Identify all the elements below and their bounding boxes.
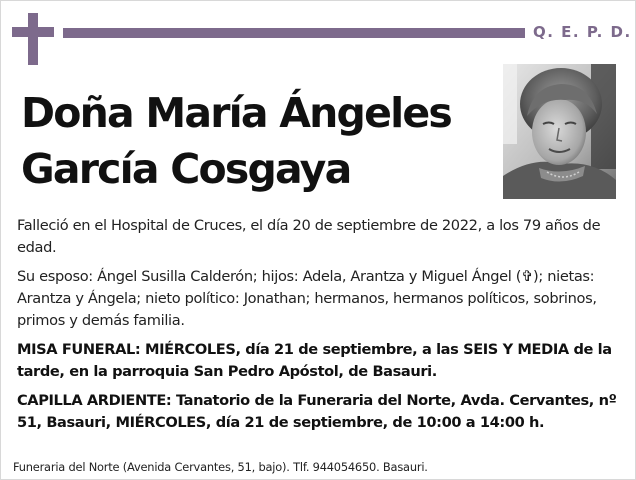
family-paragraph xyxy=(17,266,623,332)
portrait-photo xyxy=(503,64,616,199)
deceased-name-line2: García Cosgaya xyxy=(21,145,351,193)
deceased-name-line1: Doña María Ángeles xyxy=(21,89,451,137)
deceased-name xyxy=(21,85,491,197)
family-text-part2: ); nietas: Arantza y Ángela; nieto político: Jonathan; hermanos, hermanos políticos, sobrinos, primos y demás familia. xyxy=(17,268,597,329)
death-notice-paragraph: Falleció en el Hospital de Cruces, el día 20 de septiembre de 2022, a los 79 años de edad. xyxy=(17,217,601,256)
chapel-paragraph: CAPILLA ARDIENTE: Tanatorio de la Funeraria del Norte, Avda. Cervantes, nº 51, Basauri, MIÉRCOLES, día 21 de septiembre, de 10:00 a 14:00 h. xyxy=(17,392,617,431)
small-cross-icon: ✞ xyxy=(521,268,534,285)
funeral-mass-paragraph: MISA FUNERAL: MIÉRCOLES, día 21 de septiembre, a las SEIS Y MEDIA de la tarde, en la parroquia San Pedro Apóstol, de Basauri. xyxy=(17,341,612,380)
notice-body xyxy=(17,215,623,441)
funeral-home-footer: Funeraria del Norte (Avenida Cervantes, 51, bajo). Tlf. 944054650. Basauri. xyxy=(13,460,428,474)
qepd-label: Q. E. P. D. xyxy=(533,23,632,41)
family-text-part1: Su esposo: Ángel Susilla Calderón; hijos: Adela, Arantza y Miguel Ángel ( xyxy=(17,268,522,285)
header-bar xyxy=(63,28,525,38)
cross-icon xyxy=(12,13,54,65)
